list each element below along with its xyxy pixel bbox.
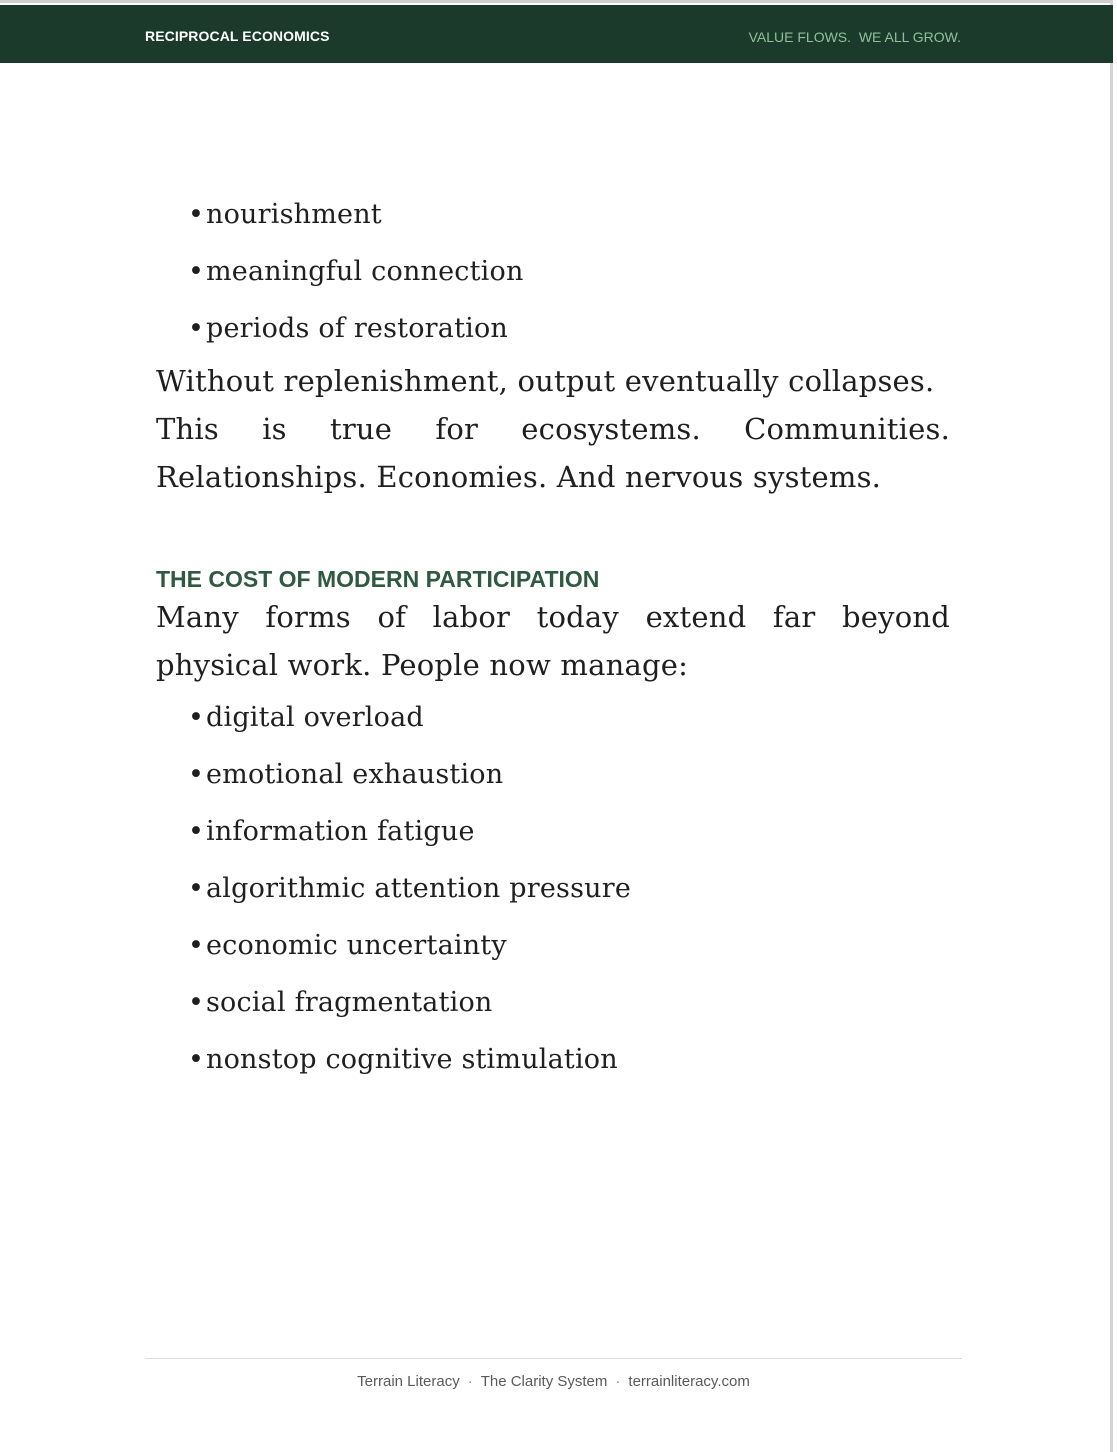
bullet-icon: • [188,987,205,1018]
article-body [156,186,950,1088]
bullet-icon: • [188,256,205,287]
paragraph-true-for: This is true for ecosystems. Communities. Relationships. Economies. And nervous systems. [156,412,950,494]
list-item: •periods of restoration [188,300,950,357]
paragraph-labor: Many forms of labor today extend far beyond physical work. People now manage: [156,600,950,682]
brand-title: RECIPROCAL ECONOMICS [145,28,330,44]
list-item: •nourishment [188,186,950,243]
bullet-icon: • [188,930,205,961]
list-item: •social fragmentation [188,974,950,1031]
bullet-icon: • [188,873,205,904]
list-item: •information fatigue [188,803,950,860]
footer-divider [145,1358,962,1359]
footer-system-name: The Clarity System [480,1373,608,1390]
bullet-icon: • [188,816,205,847]
bullet-icon: • [188,759,205,790]
footer-site-name: Terrain Literacy [357,1373,460,1390]
page-footer [145,1373,962,1390]
footer-url: terrainliteracy.com [628,1373,750,1390]
list-item: •meaningful connection [188,243,950,300]
bullet-icon: • [188,1044,205,1075]
list-item: •nonstop cognitive stimulation [188,1031,950,1088]
list-item: •algorithmic attention pressure [188,860,950,917]
bullet-icon: • [188,702,205,733]
list-item: •economic uncertainty [188,917,950,974]
bullet-icon: • [188,199,205,230]
site-header [0,5,1113,63]
list-item: •digital overload [188,689,950,746]
section-heading: THE COST OF MODERN PARTICIPATION [156,566,600,592]
replenishment-list [156,186,950,357]
bullet-icon: • [188,313,205,344]
footer-separator: · [615,1373,621,1390]
footer-separator: · [467,1373,473,1390]
manage-list [156,689,950,1088]
list-item: •emotional exhaustion [188,746,950,803]
paragraph-collapse: Without replenishment, output eventually collapses. [156,364,935,398]
header-tagline: VALUE FLOWS. WE ALL GROW. [748,29,961,45]
